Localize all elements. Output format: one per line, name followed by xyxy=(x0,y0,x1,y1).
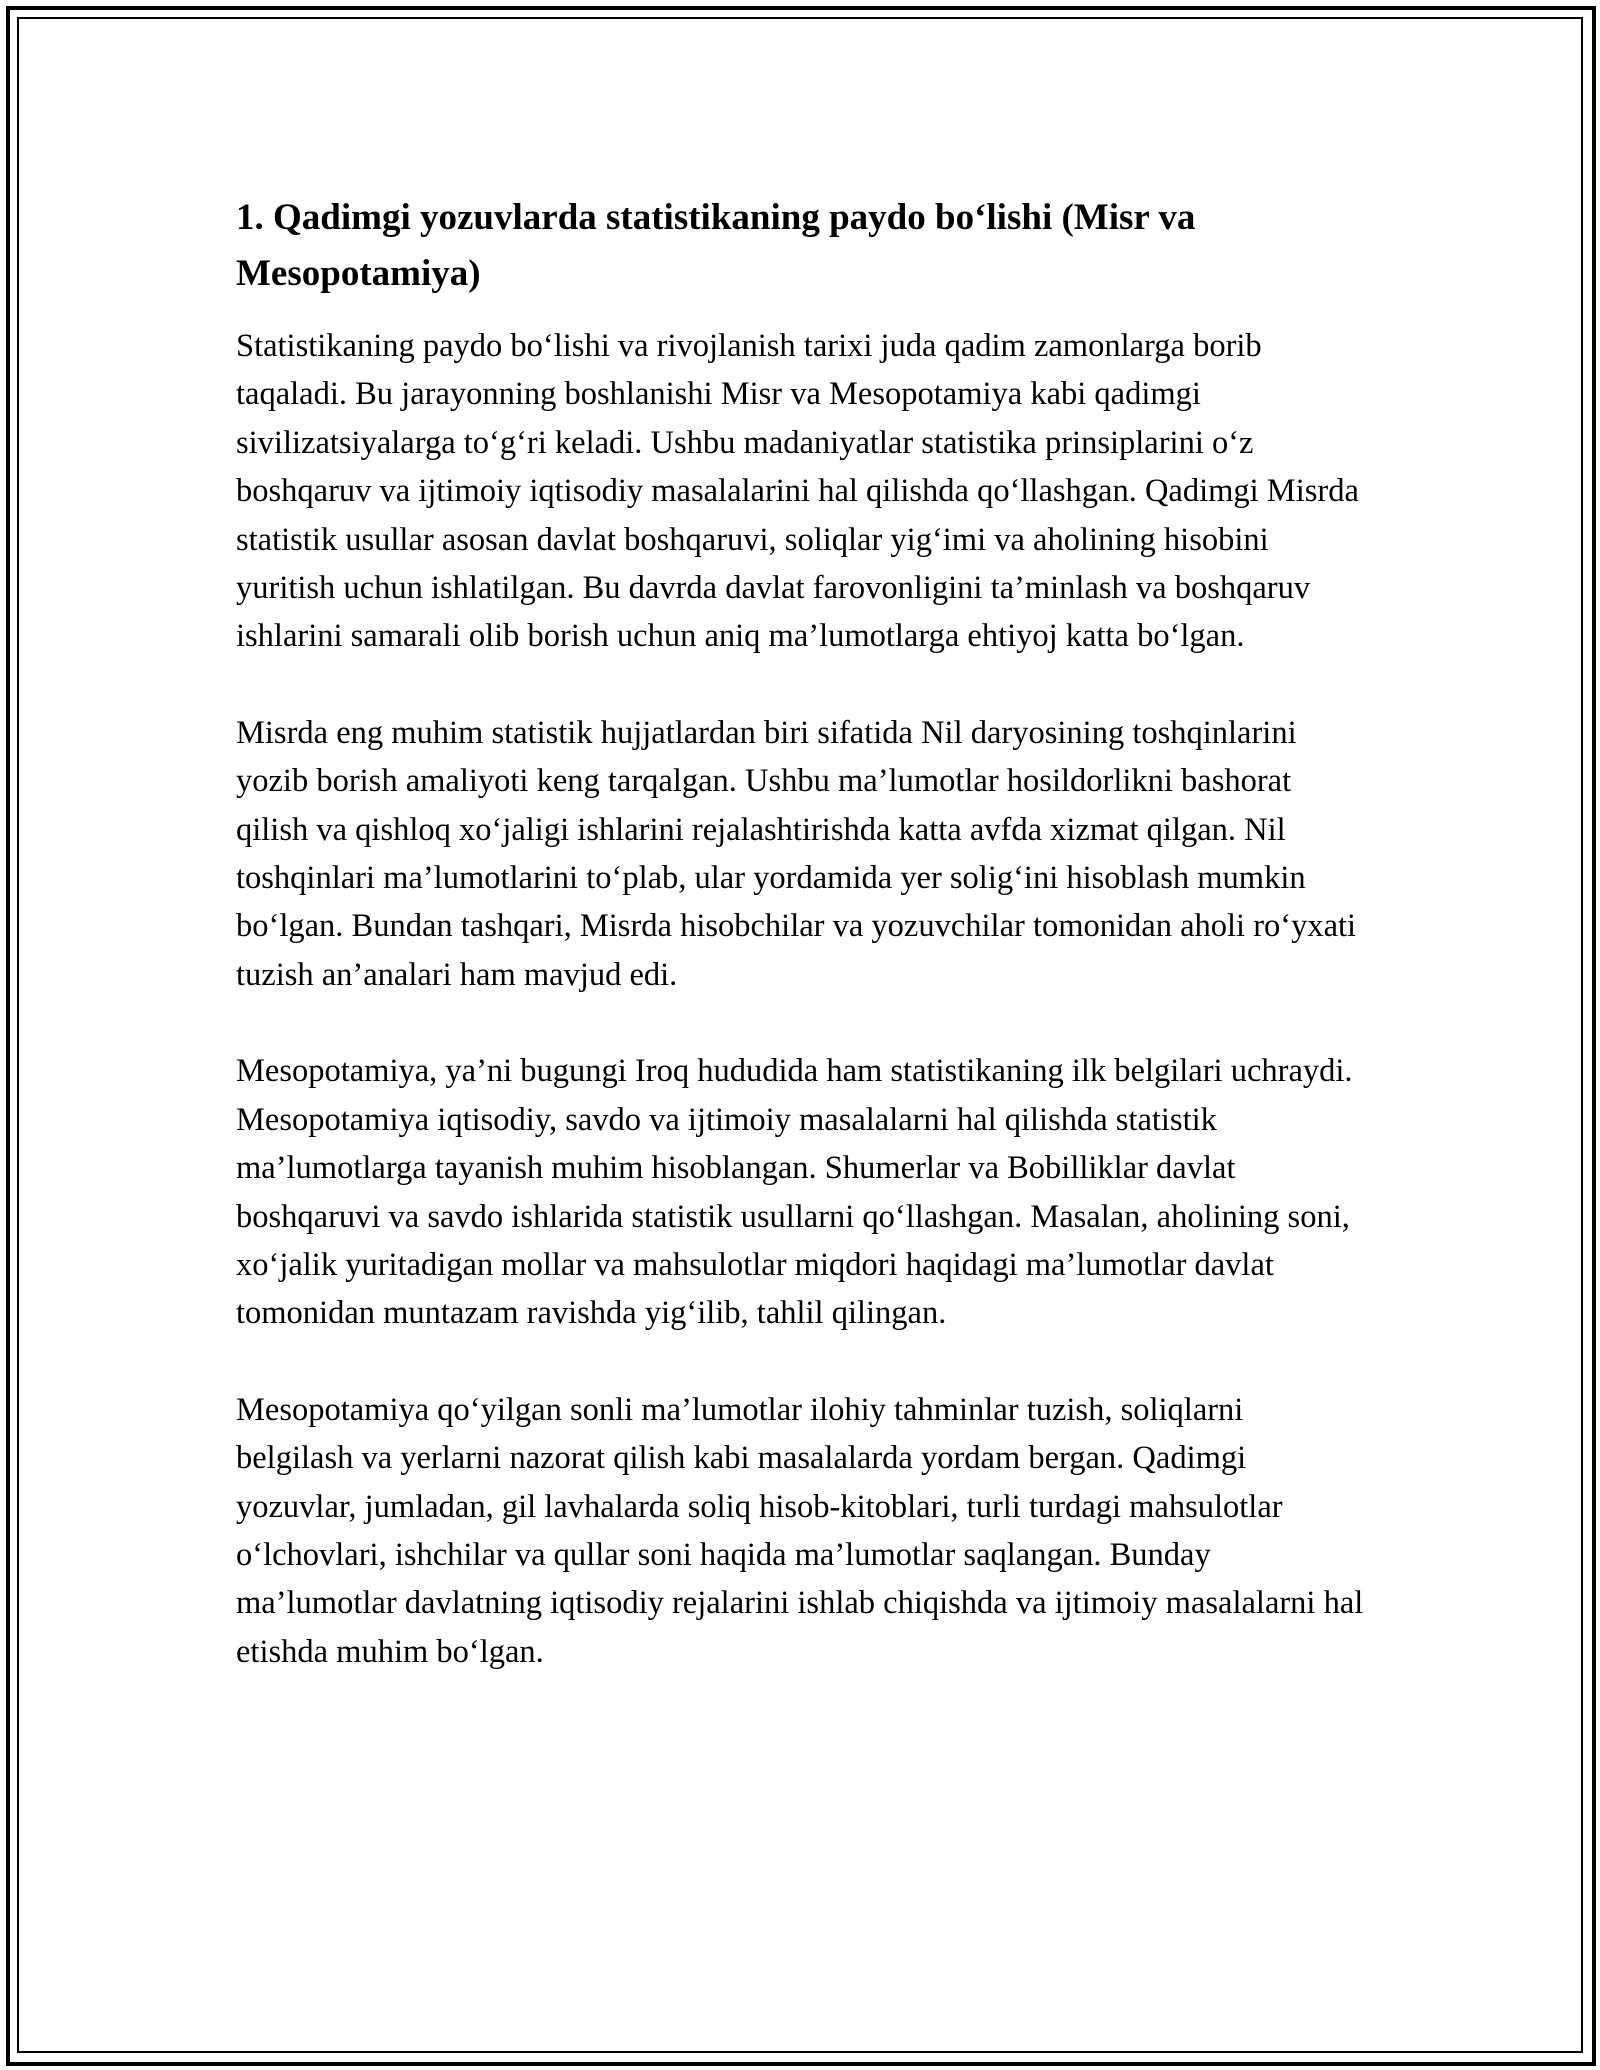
document-body xyxy=(236,190,1366,1724)
paragraph-mesopotamia-intro: Mesopotamiya, ya’ni bugungi Iroq hududida ham statistikaning ilk belgilari uchraydi. Mesopotamiya iqtisodiy, savdo va ijtimoiy masalalarni hal qilishda statistik ma’lumotlarga tayanish muhim hisoblangan. Shumerlar va Bobilliklar davlat boshqaruvi va savdo ishlarida statistik usullarni qo‘llashgan. Masalan, aholining soni, xo‘jalik yuritadigan mollar va mahsulotlar miqdori haqidagi ma’lumotlar davlat tomonidan muntazam ravishda yig‘ilib, tahlil qilingan. xyxy=(236,1053,1353,1332)
paragraph-mesopotamia-records: Mesopotamiya qo‘yilgan sonli ma’lumotlar ilohiy tahminlar tuzish, soliqlarni belgilash va yerlarni nazorat qilish kabi masalalarda yordam bergan. Qadimgi yozuvlar, jumladan, gil lavhalarda soliq hisob-kitoblari, turli turdagi mahsulotlar o‘lchovlari, ishchilar va qullar soni haqida ma’lumotlar saqlangan. Bunday ma’lumotlar davlatning iqtisodiy rejalarini ishlab chiqishda va ijtimoiy masalalarni hal etishda muhim bo‘lgan. xyxy=(236,1391,1364,1670)
paragraph-egypt-intro: Statistikaning paydo bo‘lishi va rivojlanish tarixi juda qadim zamonlarga borib taqaladi. Bu jarayonning boshlanishi Misr va Mesopotamiya kabi qadimgi sivilizatsiyalarga to‘g‘ri keladi. Ushbu madaniyatlar statistika prinsiplarini o‘z boshqaruv va ijtimoiy iqtisodiy masalalarini hal qilishda qo‘llashgan. Qadimgi Misrda statistik usullar asosan davlat boshqaruvi, soliqlar yig‘imi va aholining hisobini yuritish uchun ishlatilgan. Bu davrda davlat farovonligini ta’minlash va boshqaruv ishlarini samarali olib borish uchun aniq ma’lumotlarga ehtiyoj katta bo‘lgan. xyxy=(236,328,1359,655)
paragraph-nile-records: Misrda eng muhim statistik hujjatlardan biri sifatida Nil daryosining toshqinlarini yozib borish amaliyoti keng tarqalgan. Ushbu ma’lumotlar hosildorlikni bashorat qilish va qishloq xo‘jaligi ishlarini rejalashtirishda katta avfda xizmat qilgan. Nil toshqinlari ma’lumotlarini to‘plab, ular yordamida yer solig‘ini hisoblash mumkin bo‘lgan. Bundan tashqari, Misrda hisobchilar va yozuvchilar tomonidan aholi ro‘yxati tuzish an’analari ham mavjud edi. xyxy=(236,714,1357,993)
section-heading: 1. Qadimgi yozuvlarda statistikaning paydo bo‘lishi (Misr va Mesopotamiya) xyxy=(236,197,1196,294)
